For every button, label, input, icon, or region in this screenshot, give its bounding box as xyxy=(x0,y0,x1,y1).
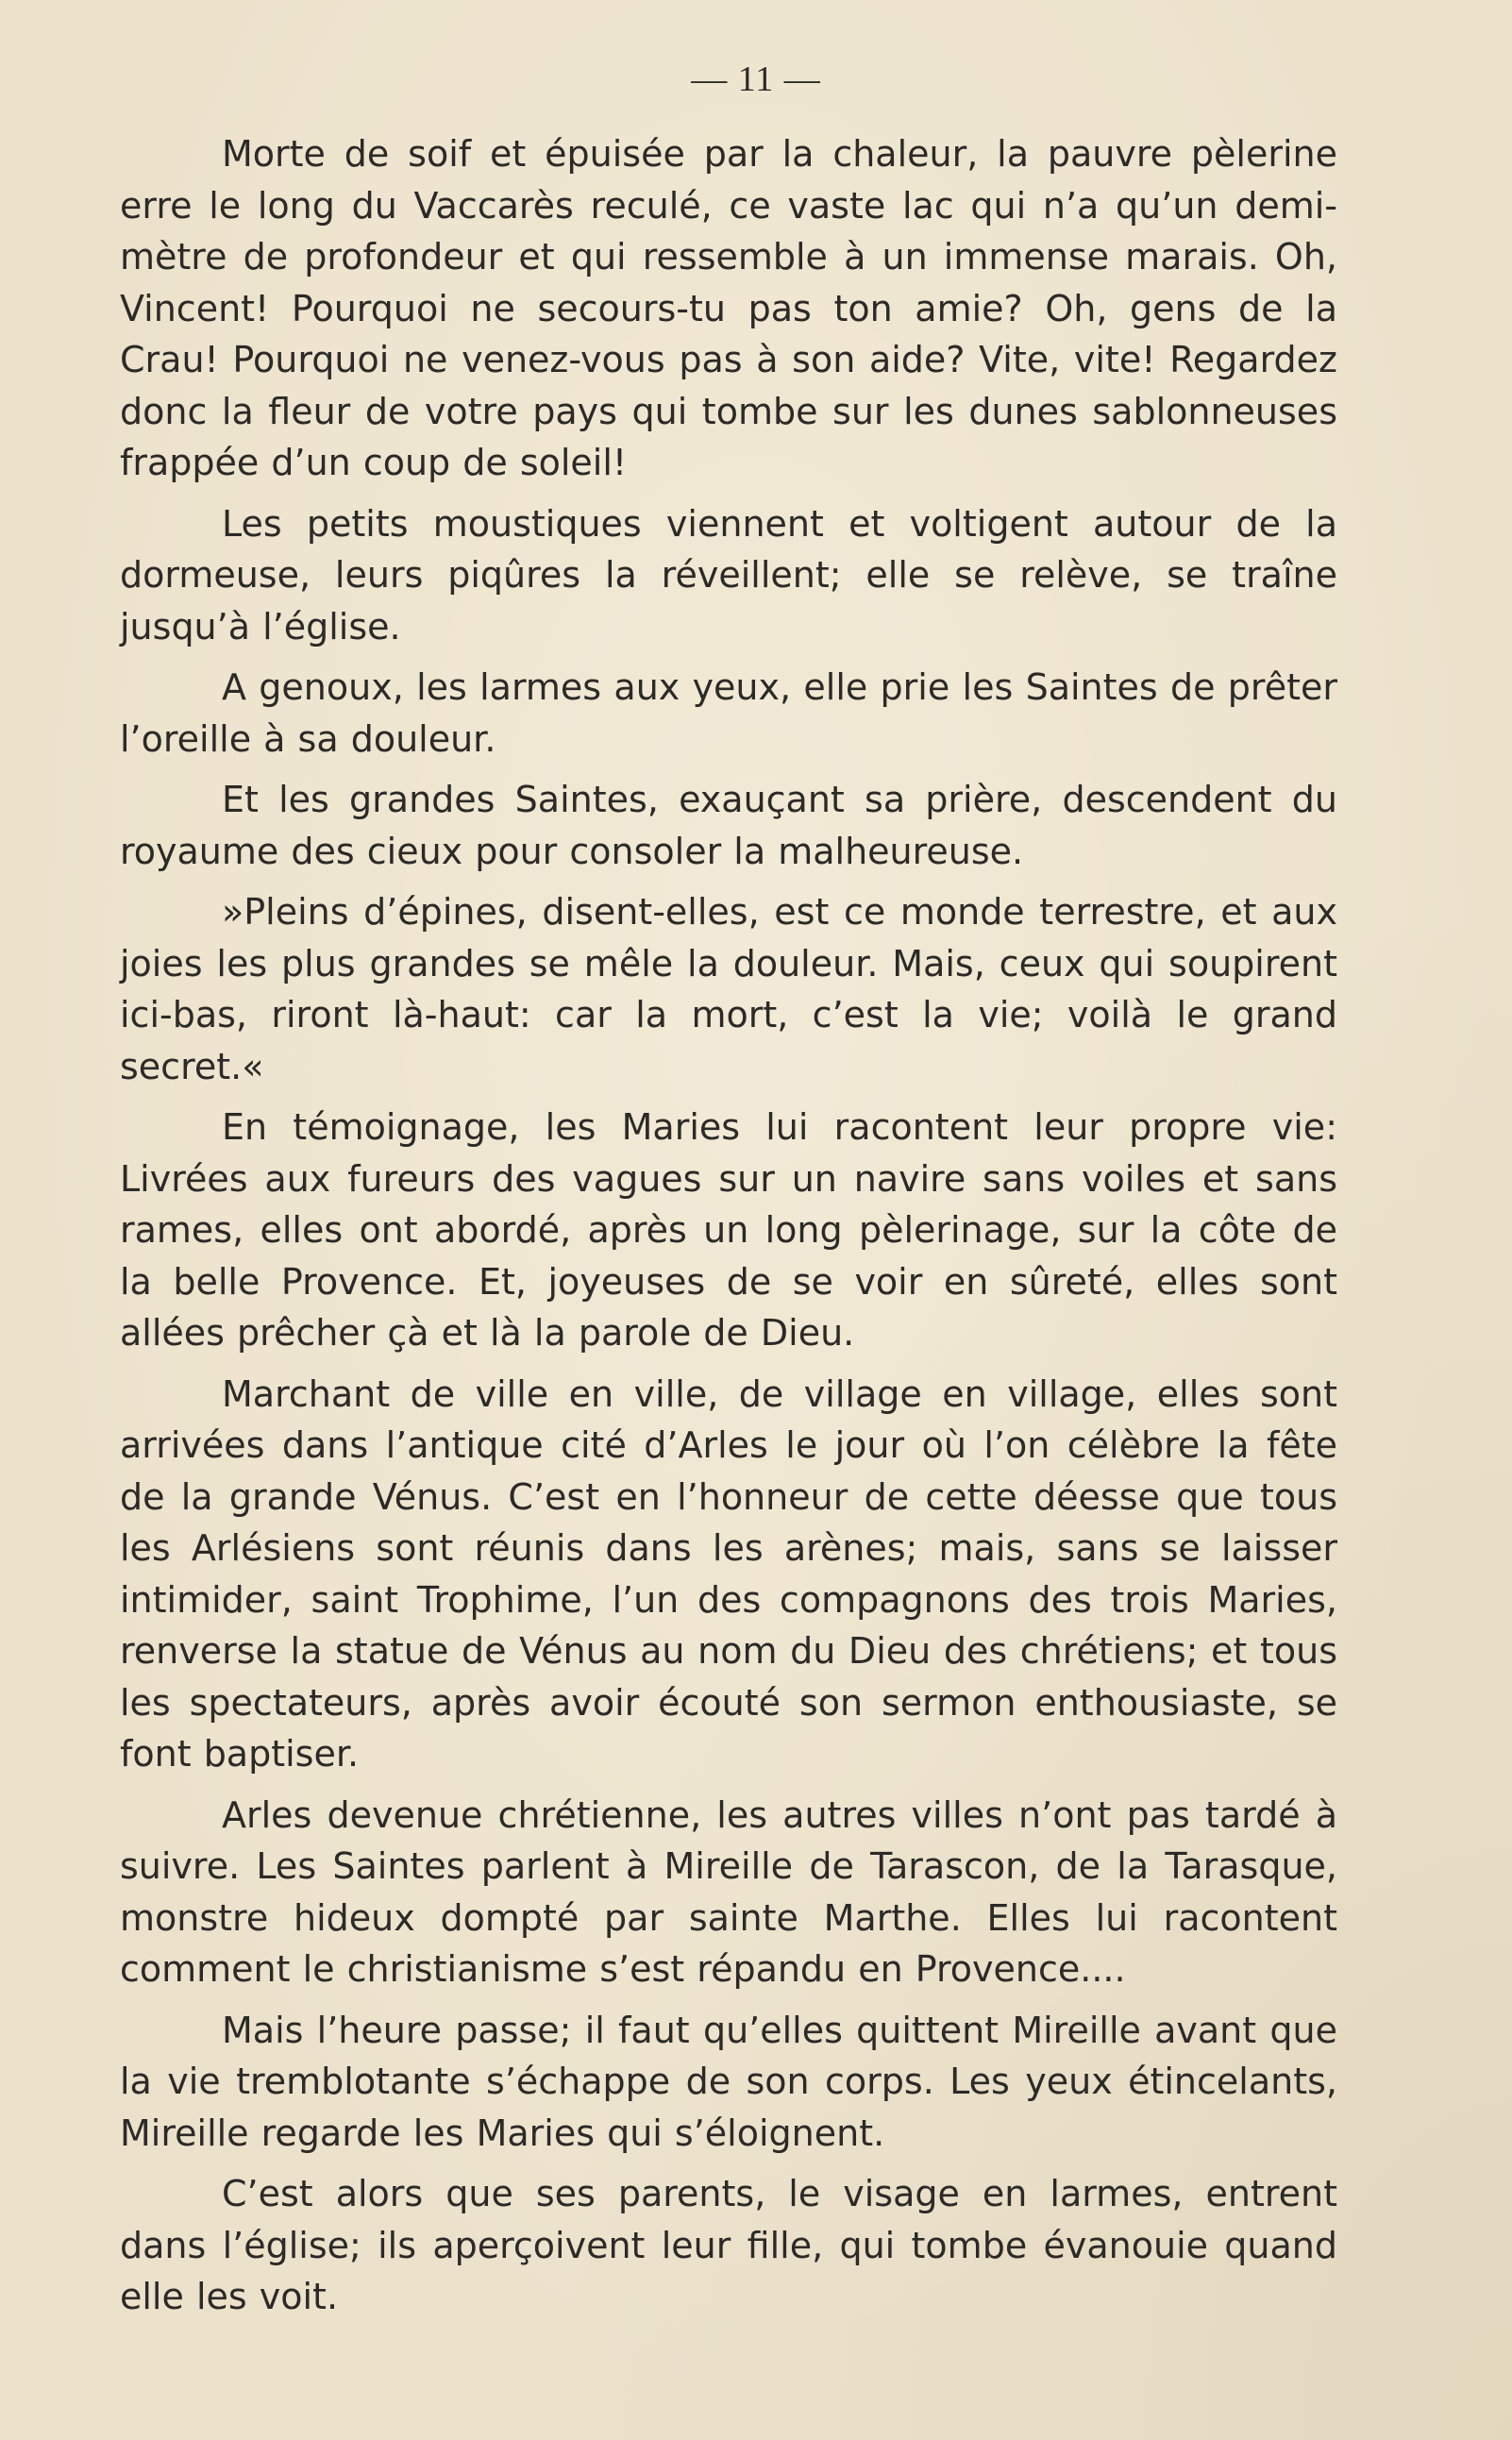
paragraph: En témoignage, les Maries lui racontent leur propre vie: Livrées aux fureurs des vagues sur un navire sans voiles et sans rames, elles ont abordé, après un long pèlerinage, sur la côte de la belle Provence. Et, joyeuses de se voir en sûreté, elles sont allées prêcher çà et là la parole de Dieu. xyxy=(120,1106,1337,1354)
paragraph: »Pleins d’épines, disent-elles, est ce monde terrestre, et aux joies les plus grandes se mêle la douleur. Mais, ceux qui soupirent ici-bas, riront là-haut: car la mort, c’est la vie; voilà le grand secret.« xyxy=(120,891,1337,1087)
body-text xyxy=(120,128,1337,2323)
paragraph: Arles devenue chrétienne, les autres villes n’ont pas tardé à suivre. Les Saintes parlent à Mireille de Tarascon, de la Tarasque, monstre hideux dompté par sainte Marthe. Elles lui racontent comment le christianisme s’est répandu en Provence.... xyxy=(120,1793,1337,1990)
page-number: — 11 — xyxy=(691,59,821,99)
paragraph: Et les grandes Saintes, exauçant sa prière, descendent du royaume des cieux pour consoler la malheureuse. xyxy=(120,779,1337,872)
paragraph: A genoux, les larmes aux yeux, elle prie les Saintes de prêter l’oreille à sa douleur. xyxy=(120,666,1337,760)
paragraph: Les petits moustiques viennent et voltigent autour de la dormeuse, leurs piqûres la réveillent; elle se relève, se traîne jusqu’à l’église. xyxy=(120,502,1337,648)
paragraph: Morte de soif et épuisée par la chaleur, la pauvre pèlerine erre le long du Vaccarès reculé, ce vaste lac qui n’a qu’un demi-mètre de profondeur et qui ressemble à un immense marais. Oh, Vincent! Pourquoi ne secours-tu pas ton amie? Oh, gens de la Crau! Pourquoi ne venez-vous pas à son aide? Vite, vite! Regardez donc la fleur de votre pays qui tombe sur les dunes sablonneuses frappée d’un coup de soleil! xyxy=(120,133,1337,483)
paragraph: C’est alors que ses parents, le visage en larmes, entrent dans l’église; ils aperçoivent leur fille, qui tombe évanouie quand elle les voit. xyxy=(120,2173,1337,2317)
paragraph: Mais l’heure passe; il faut qu’elles quittent Mireille avant que la vie tremblotante s’échappe de son corps. Les yeux étincelants, Mireille regarde les Maries qui s’éloignent. xyxy=(120,2009,1337,2154)
paragraph: Marchant de ville en ville, de village en village, elles sont arrivées dans l’antique cité d’Arles le jour où l’on célèbre la fête de la grande Vénus. C’est en l’honneur de cette déesse que tous les Arlésiens sont réunis dans les arènes; mais, sans se laisser intimider, saint Trophime, l’un des compagnons des trois Maries, renverse la statue de Vénus au nom du Dieu des chrétiens; et tous les spectateurs, après avoir écouté son sermon enthousiaste, se font baptiser. xyxy=(120,1372,1337,1775)
